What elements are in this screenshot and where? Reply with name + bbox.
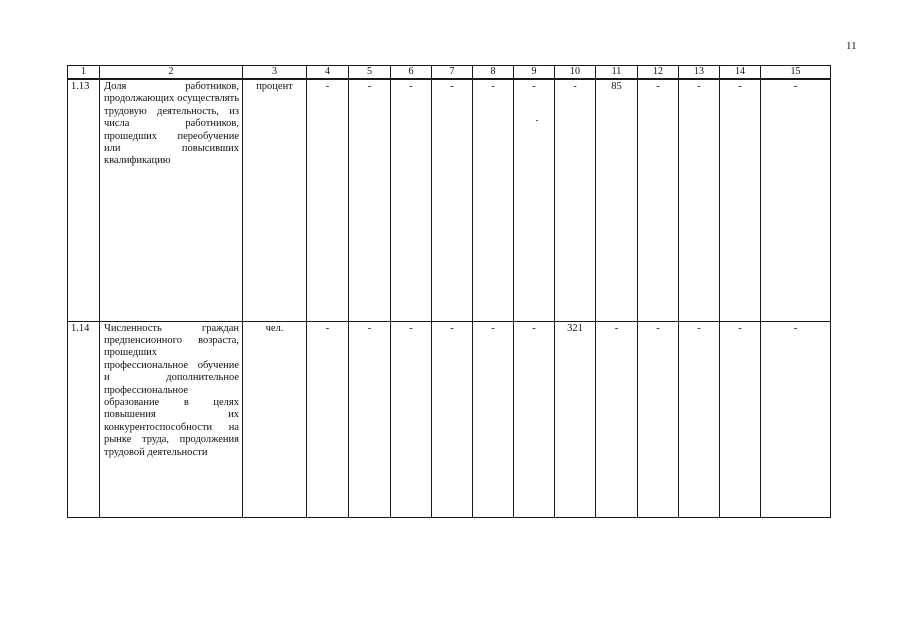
- value-cell: -: [473, 321, 514, 517]
- indicator-name: Доля работников, продолжающих осуществлять трудовую деятельность, из числа работников, прошедших переобучение или повысивших квалификацию: [104, 81, 239, 167]
- value-cell: 85: [596, 79, 638, 321]
- value-cell: -: [349, 79, 391, 321]
- indicator-name-cell: [100, 321, 243, 517]
- unit-cell: чел.: [243, 321, 307, 517]
- value-cell: -: [761, 79, 831, 321]
- value-cell: -: [432, 321, 473, 517]
- table-row: [68, 79, 831, 321]
- row-number: 1.14: [68, 321, 100, 517]
- header-cell: 13: [679, 66, 720, 80]
- header-cell: 6: [391, 66, 432, 80]
- value-cell: -: [761, 321, 831, 517]
- value-cell: -: [514, 321, 555, 517]
- value-cell: -: [596, 321, 638, 517]
- value-cell: -: [679, 321, 720, 517]
- page-number: 11: [846, 40, 857, 52]
- value-cell: -: [349, 321, 391, 517]
- scan-speck: [536, 120, 538, 121]
- value-cell: -: [473, 79, 514, 321]
- table-header-row: [68, 66, 831, 80]
- value-cell: -: [391, 79, 432, 321]
- header-cell: 7: [432, 66, 473, 80]
- indicator-name-cell: [100, 79, 243, 321]
- value-cell: -: [307, 79, 349, 321]
- unit-cell: процент: [243, 79, 307, 321]
- value-cell: -: [555, 79, 596, 321]
- table-row: [68, 321, 831, 517]
- header-cell: 5: [349, 66, 391, 80]
- header-cell: 10: [555, 66, 596, 80]
- value-cell: -: [679, 79, 720, 321]
- row-number: 1.13: [68, 79, 100, 321]
- value-cell: 321: [555, 321, 596, 517]
- value-cell: -: [432, 79, 473, 321]
- value-cell: -: [638, 321, 679, 517]
- header-cell: 11: [596, 66, 638, 80]
- value-cell: -: [720, 79, 761, 321]
- header-cell: 3: [243, 66, 307, 80]
- header-cell: 8: [473, 66, 514, 80]
- header-cell: 9: [514, 66, 555, 80]
- header-cell: 12: [638, 66, 679, 80]
- header-cell: 4: [307, 66, 349, 80]
- indicator-name: Численность граждан предпенсионного возраста, прошедших профессиональное обучение и дополнительное профессиональное образование в целях повышения их конкурентоспособности на рынке труда, продолжения трудовой деятельности: [104, 322, 239, 458]
- value-cell: -: [638, 79, 679, 321]
- header-cell: 15: [761, 66, 831, 80]
- value-cell: -: [307, 321, 349, 517]
- indicators-table: [67, 65, 831, 518]
- header-cell: 1: [68, 66, 100, 80]
- value-cell: -: [720, 321, 761, 517]
- value-cell: -: [514, 79, 555, 321]
- header-cell: 2: [100, 66, 243, 80]
- header-cell: 14: [720, 66, 761, 80]
- value-cell: -: [391, 321, 432, 517]
